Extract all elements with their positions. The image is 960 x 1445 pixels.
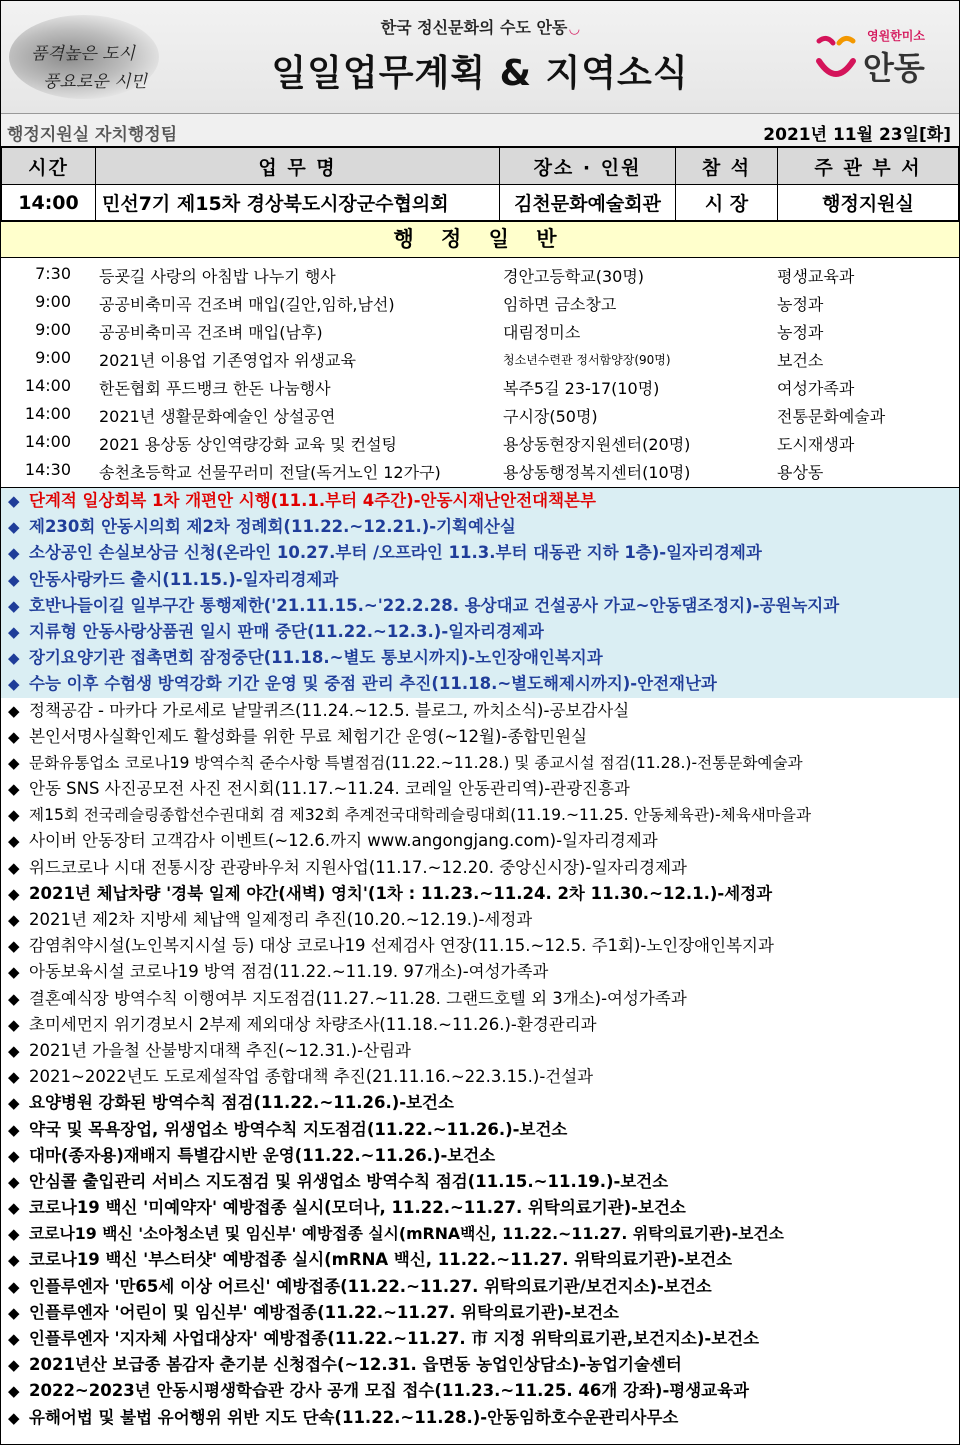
notice-text: 감염취약시설(노인복지시설 등) 대상 코로나19 선제검사 연장(11.15.~12.5. 주1회)-노인장애인복지과 (29, 936, 774, 956)
item-dept: 보건소 (777, 351, 824, 370)
notice-text: 문화유통업소 코로나19 방역수칙 준수사항 특별점검(11.22.~11.28.) 및 종교시설 점검(11.28.)-전통문화예술과 (29, 753, 803, 772)
notice-item (1, 828, 959, 854)
notice-text: 아동보육시설 코로나19 방역 점검(11.22.~11.19. 97개소)-여성가족과 (29, 962, 549, 982)
notice-item (1, 1378, 959, 1404)
item-time: 14:00 (24, 432, 71, 451)
item-title: 2021년 생활문화예술인 상설공연 (99, 407, 336, 426)
item-time: 14:00 (24, 404, 71, 423)
notice-item (1, 1274, 959, 1300)
notice-text: 대마(종자용)재배지 특별감시반 운영(11.22.~11.26.)-보건소 (29, 1145, 496, 1165)
schedule-place: 김천문화예술회관 (500, 185, 676, 221)
diamond-bullet-icon: ◆ (8, 806, 20, 825)
notice-item (1, 1143, 959, 1169)
notice-item (1, 959, 959, 985)
notice-item (1, 1064, 959, 1090)
notice-text: 단계적 일상회복 1차 개편안 시행(11.1.부터 4주간)-안동시재난안전대책본부 (29, 491, 596, 510)
col-header-time: 시간 (2, 148, 96, 185)
notice-text: 사이버 안동장터 고객감사 이벤트(~12.6.까지 www.angongjang.com)-일자리경제과 (29, 831, 658, 851)
notice-text: 안심콜 출입관리 서비스 지도점검 및 위생업소 방역수칙 점검(11.15.~11.19.)-보건소 (29, 1171, 669, 1191)
notice-text: 유해어법 및 불법 유어행위 위반 지도 단속(11.22.~11.28.)-안동임하호수운관리사무소 (29, 1407, 679, 1427)
schedule-table (1, 147, 959, 221)
list-item (1, 344, 959, 372)
notice-text: 2021년 체납차량 '경북 일제 야간(새벽) 영치'(1차 : 11.23.~11.24. 2차 11.30.~12.1.)-세정과 (29, 883, 773, 903)
item-title: 등굣길 사랑의 아침밥 나누기 행사 (99, 267, 336, 286)
andong-smile-logo-icon (813, 31, 859, 85)
issuing-department: 행정지원실 자치행정팀 (7, 125, 178, 145)
notice-text: 정책공감 - 마카다 가로세로 낱말퀴즈(11.24.~12.5. 블로그, 까치소식)-공보감사실 (29, 700, 630, 720)
notice-text: 코로나19 백신 '부스터샷' 예방접종 실시(mRNA 백신, 11.22.~11.27. 위탁의료기관)-보건소 (29, 1250, 733, 1270)
notice-text: 코로나19 백신 '소아청소년 및 임신부' 예방접종 실시(mRNA백신, 11.22.~11.27. 위탁의료기관)-보건소 (29, 1224, 784, 1244)
notice-text: 2021~2022년도 도로제설작업 종합대책 추진(21.11.16.~22.3.15.)-건설과 (29, 1067, 594, 1087)
diamond-bullet-icon: ◆ (8, 1094, 20, 1113)
notice-text: 2021년 가을철 산불방지대책 추진(~12.31.)-산림과 (29, 1040, 411, 1060)
diamond-bullet-icon: ◆ (8, 1146, 20, 1165)
notice-text: 안동 SNS 사진공모전 사진 전시회(11.17.~11.24. 코레일 안동관리역)-관광진흥과 (29, 779, 630, 799)
diamond-bullet-icon: ◆ (8, 622, 20, 641)
notice-item (1, 1038, 959, 1064)
col-header-attend: 참 석 (676, 148, 778, 185)
item-time: 9:00 (35, 348, 71, 367)
diamond-bullet-icon: ◆ (8, 1225, 20, 1244)
notice-item (1, 986, 959, 1012)
diamond-bullet-icon: ◆ (8, 1068, 20, 1087)
diamond-bullet-icon: ◆ (8, 727, 20, 746)
list-item (1, 428, 959, 456)
diamond-bullet-icon: ◆ (8, 937, 20, 956)
diamond-bullet-icon: ◆ (8, 518, 20, 537)
diamond-bullet-icon: ◆ (8, 989, 20, 1008)
smile-icon: ◡ (569, 22, 580, 37)
notice-text: 초미세먼지 위기경보시 2부제 제외대상 차량조사(11.18.~11.26.)-환경관리과 (29, 1014, 597, 1034)
diamond-bullet-icon: ◆ (8, 1120, 20, 1139)
diamond-bullet-icon: ◆ (8, 1382, 20, 1401)
notice-text: 2022~2023년 안동시평생학습관 강사 공개 모집 접수(11.23.~11.25. 46개 강좌)-평생교육과 (29, 1381, 749, 1401)
meta-bar (1, 114, 959, 147)
diamond-bullet-icon: ◆ (8, 1015, 20, 1034)
diamond-bullet-icon: ◆ (8, 911, 20, 929)
item-place: 임하면 금소창고 (503, 295, 617, 314)
item-place: 청소년수련관 정서함양장(90명) (503, 353, 671, 367)
notice-item (1, 1326, 959, 1352)
notice-text: 수능 이후 수험생 방역강화 기간 운영 및 중점 관리 추진(11.18.~별도해제시까지)-안전재난과 (29, 674, 717, 694)
notice-item (1, 671, 959, 697)
col-header-dept: 주 관 부 서 (778, 148, 959, 185)
notice-item (1, 1247, 959, 1273)
col-header-title: 업 무 명 (96, 148, 500, 185)
diamond-bullet-icon: ◆ (8, 1277, 20, 1296)
item-place: 용상동행정복지센터(10명) (503, 463, 691, 482)
notice-text: 약국 및 목욕장업, 위생업소 방역수칙 지도점검(11.22.~11.26.)-보건소 (29, 1119, 568, 1139)
notice-item (1, 724, 959, 750)
item-dept: 평생교육과 (777, 267, 855, 286)
item-dept: 전통문화예술과 (777, 407, 886, 426)
diamond-bullet-icon: ◆ (8, 596, 20, 615)
notice-item (1, 540, 959, 566)
notice-item (1, 1090, 959, 1116)
diamond-bullet-icon: ◆ (8, 1199, 20, 1218)
list-item (1, 400, 959, 428)
notice-text: 인플루엔자 '지자체 사업대상자' 예방접종(11.22.~11.27. 市 지정 위탁의료기관,보건지소)-보건소 (29, 1329, 760, 1348)
document-date: 2021년 11월 23일[화] (763, 125, 951, 145)
item-place: 구시장(50명) (503, 407, 598, 426)
notice-item (1, 1352, 959, 1378)
item-place: 복주5길 23-17(10명) (503, 379, 660, 398)
item-title: 공공비축미곡 건조벼 매입(남후) (99, 323, 323, 342)
notice-item (1, 619, 959, 645)
diamond-bullet-icon: ◆ (8, 675, 20, 694)
diamond-bullet-icon: ◆ (8, 1041, 20, 1060)
diamond-bullet-icon: ◆ (8, 1408, 20, 1427)
diamond-bullet-icon: ◆ (8, 858, 20, 877)
diamond-bullet-icon: ◆ (8, 492, 20, 510)
notice-text: 지류형 안동사랑상품권 일시 판매 중단(11.22.~12.3.)-일자리경제과 (29, 621, 544, 641)
item-title: 송천초등학교 선물꾸러미 전달(독거노인 12가구) (99, 463, 441, 482)
diamond-bullet-icon: ◆ (8, 649, 20, 668)
item-dept: 농정과 (777, 323, 824, 342)
item-place: 용상동현장지원센터(20명) (503, 435, 691, 454)
notice-list (1, 488, 959, 1431)
diamond-bullet-icon: ◆ (8, 753, 20, 772)
slogan-line-1: 품격높은 도시 (31, 44, 135, 64)
schedule-title: 민선7기 제15차 경상북도시장군수협의회 (96, 185, 500, 221)
list-item (1, 260, 959, 288)
andong-logo (813, 25, 933, 89)
col-header-place: 장소 · 인원 (500, 148, 676, 185)
notice-item (1, 750, 959, 776)
notice-item (1, 698, 959, 724)
schedule-header-row (2, 148, 959, 185)
diamond-bullet-icon: ◆ (8, 1356, 20, 1375)
item-title: 한돈협회 푸드뱅크 한돈 나눔행사 (99, 379, 331, 398)
schedule-attend: 시 장 (676, 185, 778, 221)
diamond-bullet-icon: ◆ (8, 570, 20, 589)
notice-item (1, 1300, 959, 1326)
item-time: 7:30 (35, 264, 71, 283)
notice-item (1, 855, 959, 881)
notice-text: 제230회 안동시의회 제2차 정례회(11.22.~12.21.)-기획예산실 (29, 517, 516, 537)
notice-text: 2021년산 보급종 봄감자 춘기분 신청접수(~12.31. 읍면동 농업인상담소)-농업기술센터 (29, 1355, 682, 1375)
notice-text: 호반나들이길 일부구간 통행제한('21.11.15.~'22.2.28. 용상대교 건설공사 가교~안동댐조정지)-공원녹지과 (29, 595, 840, 615)
notice-item (1, 1221, 959, 1247)
list-item (1, 288, 959, 316)
notice-text: 2021년 제2차 지방세 체납액 일제정리 추진(10.20.~12.19.)-세정과 (29, 910, 533, 929)
diamond-bullet-icon: ◆ (8, 701, 20, 720)
document-header (1, 1, 959, 114)
notice-text: 장기요양기관 접촉면회 잠정중단(11.18.~별도 통보시까지)-노인장애인복지과 (29, 648, 603, 668)
item-time: 14:00 (24, 376, 71, 395)
logo-city-name: 안동 (863, 49, 925, 87)
notice-text: 위드코로나 시대 전통시장 관광바우처 지원사업(11.17.~12.20. 중앙신시장)-일자리경제과 (29, 857, 687, 877)
logo-subtitle: 영원한미소 (867, 29, 925, 43)
notice-item (1, 488, 959, 514)
schedule-dept: 행정지원실 (778, 185, 959, 221)
notice-item (1, 645, 959, 671)
notice-text: 인플루엔자 '만65세 이상 어르신' 예방접종(11.22.~11.27. 위탁의료기관/보건지소)-보건소 (29, 1276, 712, 1296)
item-place: 경안고등학교(30명) (503, 267, 645, 286)
notice-text: 본인서명사실확인제도 활성화를 위한 무료 체험기간 운영(~12월)-종합민원실 (29, 726, 588, 746)
list-item (1, 372, 959, 400)
schedule-time: 14:00 (2, 185, 96, 221)
diamond-bullet-icon: ◆ (8, 1172, 20, 1191)
item-time: 14:30 (24, 460, 71, 479)
item-title: 공공비축미곡 건조벼 매입(길안,임하,남선) (99, 295, 395, 314)
notice-text: 결혼예식장 방역수칙 이행여부 지도점검(11.27.~11.28. 그랜드호텔 외 3개소)-여성가족과 (29, 988, 687, 1008)
notice-item (1, 933, 959, 959)
notice-text: 인플루엔자 '어린이 및 임신부' 예방접종(11.22.~11.27. 위탁의료기관)-보건소 (29, 1302, 619, 1322)
item-dept: 용상동 (777, 463, 824, 482)
item-dept: 도시재생과 (777, 435, 855, 454)
diamond-bullet-icon: ◆ (8, 544, 20, 563)
diamond-bullet-icon: ◆ (8, 884, 20, 903)
notice-item (1, 776, 959, 802)
item-dept: 농정과 (777, 295, 824, 314)
supertitle-text: 한국 정신문화의 수도 안동 (380, 18, 568, 37)
item-place: 대림정미소 (503, 323, 581, 342)
list-item (1, 316, 959, 344)
diamond-bullet-icon: ◆ (8, 1330, 20, 1348)
item-time: 9:00 (35, 320, 71, 339)
notice-item (1, 1169, 959, 1195)
notice-item (1, 1117, 959, 1143)
notice-item (1, 881, 959, 907)
admin-schedule-list (1, 258, 959, 488)
notice-item (1, 802, 959, 828)
page-title: 일일업무계획 & 지역소식 (271, 53, 689, 94)
notice-text: 안동사랑카드 출시(11.15.)-일자리경제과 (29, 569, 339, 589)
diamond-bullet-icon: ◆ (8, 780, 20, 799)
notice-item (1, 1195, 959, 1221)
notice-text: 요양병원 강화된 방역수칙 점검(11.22.~11.26.)-보건소 (29, 1093, 454, 1113)
notice-item (1, 567, 959, 593)
notice-text: 소상공인 손실보상금 신청(온라인 10.27.부터 /오프라인 11.3.부터 대동관 지하 1층)-일자리경제과 (29, 543, 762, 563)
diamond-bullet-icon: ◆ (8, 1303, 20, 1322)
diamond-bullet-icon: ◆ (8, 1251, 20, 1270)
notice-item (1, 1012, 959, 1038)
item-title: 2021 용상동 상인역량강화 교육 및 컨설팅 (99, 435, 397, 454)
notice-item (1, 514, 959, 540)
item-dept: 여성가족과 (777, 379, 855, 398)
diamond-bullet-icon: ◆ (8, 832, 20, 851)
notice-text: 제15회 전국레슬링종합선수권대회 겸 제32회 추계전국대학레슬링대회(11.19.~11.25. 안동체육관)-체육새마을과 (29, 806, 812, 825)
notice-item (1, 907, 959, 933)
diamond-bullet-icon: ◆ (8, 963, 20, 982)
schedule-row (2, 185, 959, 221)
notice-item (1, 593, 959, 619)
notice-item (1, 1405, 959, 1431)
item-title: 2021년 이용업 기존영업자 위생교육 (99, 351, 356, 370)
list-item (1, 456, 959, 484)
item-time: 9:00 (35, 292, 71, 311)
section-title-admin: 행 정 일 반 (1, 221, 959, 258)
notice-text: 코로나19 백신 '미예약자' 예방접종 실시(모더나, 11.22.~11.27. 위탁의료기관)-보건소 (29, 1198, 686, 1218)
slogan-line-2: 풍요로운 시민 (43, 72, 147, 92)
